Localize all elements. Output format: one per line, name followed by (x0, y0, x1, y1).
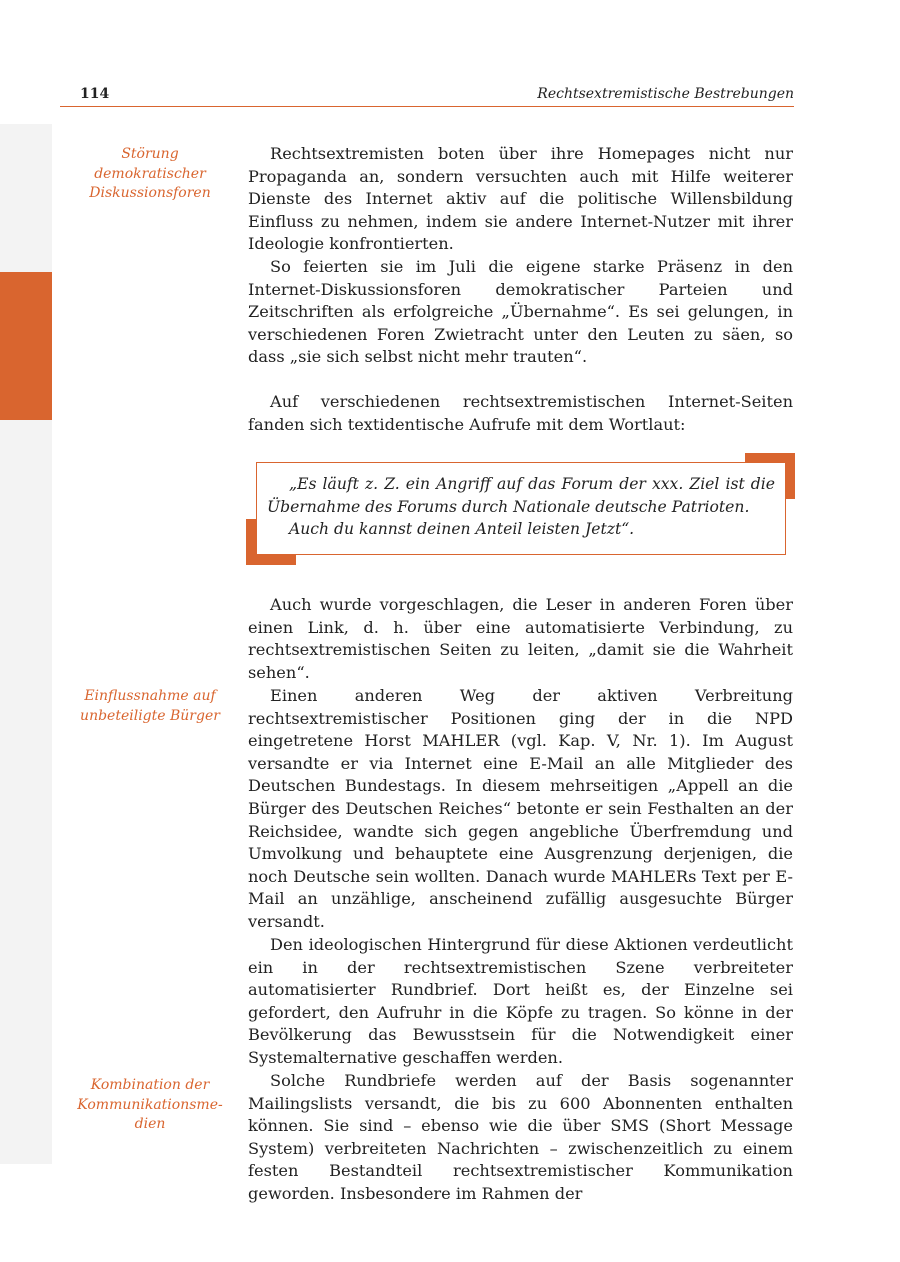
paragraph-4: Auch wurde vorgeschlagen, die Leser in anderen Foren über einen Link, d. h. über eine automatisierte Verbindung, zu rechtsextremistischen Seiten zu leiten, „damit sie die Wahrheit sehen“. (248, 595, 793, 682)
paragraph-6: Den ideologischen Hintergrund für diese Aktionen verdeutlicht ein in der rechtsextremistischen Szene verbreiteter automatisierter Rundbrief. Dort heißt es, der Einzelne sei gefordert, den Aufruhr in die Köpfe zu tragen. So könne in der Bevölkerung das Bewusstsein für die Notwendigkeit einer Systemalternative geschaffen werden. (248, 935, 793, 1067)
paragraph-2: So feierten sie im Juli die eigene starke Präsenz in den Internet-Diskussionsforen demokratischer Parteien und Zeitschriften als erfolgreiche „Übernahme“. Es sei gelungen, in verschiedenen Foren Zwietracht unter den Leuten zu säen, so dass „sie sich selbst nicht mehr trauten“. (248, 257, 793, 367)
margin-note-stoerung: Störung demokratischer Diskussionsforen (89, 146, 211, 201)
margin-note-einflussnahme: Einflussnahme auf unbeteiligte Bürger (80, 688, 220, 724)
paragraph-7: Solche Rundbriefe werden auf der Basis sogenannter Mailingslists versandt, die bis zu 600 Abonnenten enthalten können. Sie sind – ebenso wie die über SMS (Short Message System) verbreiteten Nachrichten – zwischenzeitlich zu einem festen Bestandteil rechtsextremistischer Kommunikation geworden. Insbesondere im Rahmen der (248, 1071, 793, 1203)
paragraph-3: Auf verschiedenen rechtsextremistischen Internet-Seiten fanden sich textidentische Aufrufe mit dem Wortlaut: (248, 392, 793, 434)
page-number: 114 (80, 86, 110, 102)
quote-line-2: Auch du kannst deinen Anteil leisten Jetzt“. (289, 520, 635, 539)
paragraph-1: Rechtsextremisten boten über ihre Homepages nicht nur Propaganda an, sondern versuchten auch mit Hilfe weiterer Dienste des Internet aktiv auf die politische Willensbildung Einfluss zu nehmen, indem sie andere Internet-Nutzer mit ihrer Ideologie konfrontierten. (248, 144, 793, 254)
quote-box (256, 462, 786, 555)
quote-line-1: „Es läuft z. Z. ein Angriff auf das Forum der xxx. Ziel ist die Übernahme des Forums durch Nationale deutsche Patrioten. (267, 475, 775, 516)
chapter-tab-marker (0, 272, 52, 420)
page-header (60, 84, 794, 107)
paragraph-5: Einen anderen Weg der aktiven Verbreitung rechtsextremistischer Positionen ging der in die NPD eingetretene Horst MAHLER (vgl. Kap. V, Nr. 1). Im August versandte er via Internet eine E-Mail an alle Mitglieder des Deutschen Bundestags. In diesem mehrseitigen „Appell an die Bürger des Deutschen Reiches“ betonte er sein Festhalten an der Reichsidee, wandte sich gegen angebliche Überfremdung und Umvolkung und behauptete eine Ausgrenzung derjenigen, die noch Deutsche sein wollten. Danach wurde MAHLERs Text per E-Mail an unzählige, anscheinend zufällig ausgesuchte Bürger versandt. (248, 686, 793, 931)
running-title: Rechtsextremistische Bestrebungen (537, 86, 794, 102)
margin-note-kombination: Kombination der Kommunikationsme-dien (77, 1077, 223, 1132)
quote-block (246, 453, 795, 565)
